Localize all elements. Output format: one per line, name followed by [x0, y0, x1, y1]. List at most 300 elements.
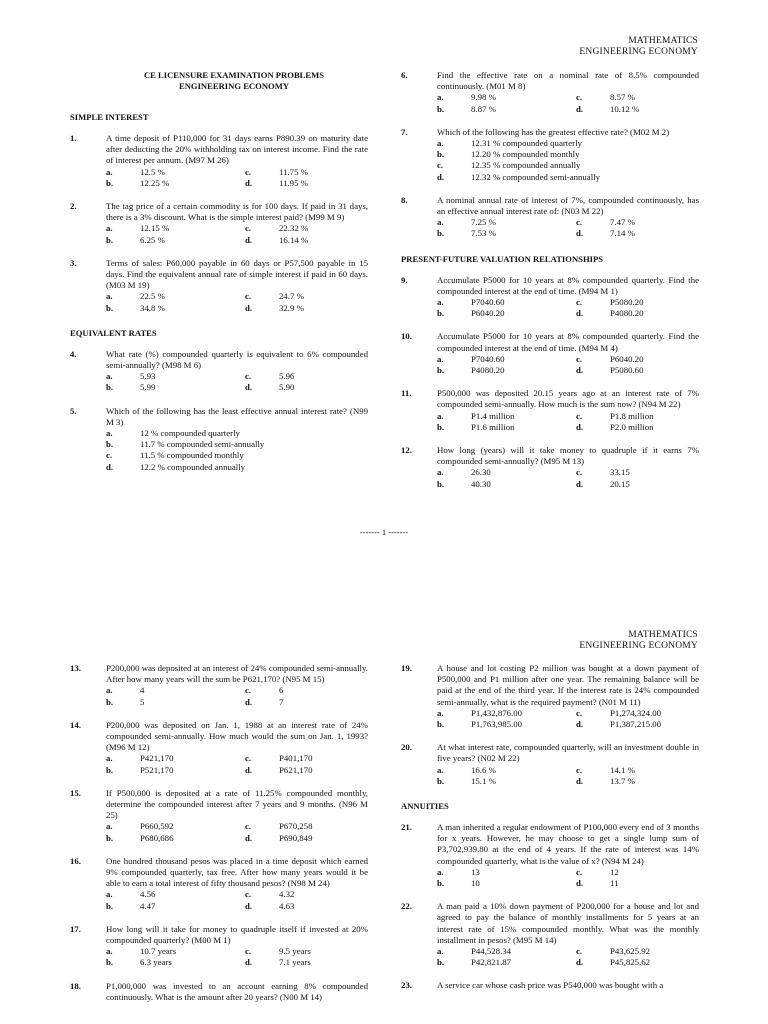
- answer-choices: [437, 708, 699, 730]
- choice-letter: a.: [106, 889, 113, 900]
- choice-value: 9.5 years: [279, 946, 311, 957]
- problem-item: [401, 445, 699, 490]
- answer-choice: [437, 365, 576, 376]
- problem-text: P1,000,000 was invested to an account earning 8% compounded continuously. What is the amount after 20 years? (N00 M 14): [106, 980, 368, 1002]
- section-heading: ANNUITIES: [401, 801, 449, 812]
- answer-choices: [437, 354, 699, 376]
- problem-item: [70, 258, 368, 314]
- right-column: [401, 663, 699, 1004]
- problem-number: 4.: [70, 348, 77, 359]
- problem-item: [70, 788, 368, 844]
- page-header: [579, 630, 698, 652]
- title-line: ENGINEERING ECONOMY: [178, 81, 290, 91]
- answer-choice: [245, 946, 368, 957]
- answer-choice: [245, 371, 368, 382]
- answer-choices: [437, 297, 699, 319]
- choice-letter: b.: [106, 764, 114, 775]
- choice-value: P690,849: [279, 832, 313, 843]
- answer-choice: [437, 708, 576, 719]
- answer-choice: [437, 92, 576, 103]
- answer-choice: [576, 217, 699, 228]
- choice-letter: b.: [437, 308, 445, 319]
- choice-letter: c.: [576, 946, 583, 957]
- answer-choice: [576, 776, 699, 787]
- choice-value: 4.32: [279, 889, 295, 900]
- choice-value: P5080.60: [610, 365, 644, 376]
- answer-choice: [437, 719, 576, 730]
- choice-value: 5: [140, 696, 145, 707]
- choice-letter: c.: [106, 450, 113, 461]
- choice-value: 7.1 years: [279, 957, 311, 968]
- problem-item: [401, 127, 699, 183]
- choice-letter: d.: [245, 900, 253, 911]
- answer-choice: [437, 765, 576, 776]
- choice-letter: d.: [576, 878, 584, 889]
- choice-value: 12.15 %: [140, 223, 170, 234]
- problem-number: 1.: [70, 133, 77, 143]
- choice-value: 12.5 %: [140, 166, 165, 177]
- choice-value: 12.31 % compounded quarterly: [471, 138, 582, 149]
- choice-letter: a.: [106, 946, 113, 957]
- answer-choice: [106, 901, 245, 912]
- header-line: ENGINEERING ECONOMY: [579, 47, 698, 57]
- problem-item: [401, 195, 699, 240]
- choice-value: 6.25 %: [140, 234, 165, 245]
- answer-choice: [245, 291, 368, 302]
- answer-choice: [106, 291, 245, 302]
- choice-letter: c.: [576, 866, 583, 877]
- choice-value: P621,170: [279, 764, 313, 775]
- choice-value: 4: [140, 685, 145, 696]
- header-line: ENGINEERING ECONOMY: [579, 641, 698, 651]
- choice-value: 5.90: [279, 382, 295, 393]
- left-column: [70, 70, 368, 485]
- choice-letter: a.: [437, 866, 444, 877]
- answer-choice: [245, 303, 368, 314]
- answer-choice: [437, 946, 576, 957]
- answer-choices: [106, 371, 368, 393]
- problem-item: [70, 924, 368, 969]
- choice-value: P1,387,215.00: [610, 719, 662, 730]
- choice-value: 16.6 %: [471, 764, 496, 775]
- choice-value: P5080.20: [610, 297, 644, 308]
- answer-choice: [106, 428, 368, 439]
- choice-letter: d.: [245, 234, 253, 245]
- choice-letter: d.: [576, 478, 584, 489]
- answer-choice: [437, 776, 576, 787]
- answer-choices: [437, 138, 699, 183]
- choice-letter: b.: [106, 302, 114, 313]
- answer-choice: [437, 228, 576, 239]
- page-2: [0, 555, 768, 1024]
- answer-choice: [106, 685, 245, 696]
- problem-text: One hundred thousand pesos was placed in a time deposit which earned 9% compounded quarterly, tax free. After how many years would it be able to earn a total interest of fifty thousand pesos? (N98 M 24): [106, 855, 368, 889]
- choice-letter: a.: [106, 223, 113, 234]
- choice-value: 12.20 % compounded monthly: [471, 149, 580, 160]
- answer-choices: [106, 428, 368, 473]
- problem-number: 19.: [401, 663, 412, 673]
- choice-value: 32.9 %: [279, 302, 304, 313]
- choice-value: P680,686: [140, 832, 174, 843]
- choice-value: P401,170: [279, 753, 313, 764]
- choice-letter: b.: [437, 421, 445, 432]
- choice-value: P660,592: [140, 821, 174, 832]
- problem-number: 6.: [401, 70, 408, 80]
- problem-item: [401, 822, 699, 889]
- answer-choice: [245, 957, 368, 968]
- answer-choice: [106, 439, 368, 450]
- choice-letter: b.: [437, 365, 445, 376]
- answer-choice: [576, 479, 699, 490]
- choice-letter: d.: [576, 103, 584, 114]
- choice-value: 22.5 %: [140, 291, 165, 302]
- problem-text: A man paid a 10% down payment of P200,000 for a house and lot and agreed to pay the balance of monthly installments for 5 years at an interest rate of 15% compounded monthly. What was the monthly installment in pesos? (M95 M 14): [437, 901, 699, 945]
- choice-value: P7040.60: [471, 297, 505, 308]
- answer-choice: [106, 382, 245, 393]
- problem-number: 16.: [70, 855, 81, 866]
- choice-letter: a.: [437, 217, 444, 228]
- answer-choice: [576, 946, 699, 957]
- problem-item: [401, 275, 699, 320]
- choice-letter: a.: [437, 946, 444, 957]
- choice-value: 11: [610, 878, 619, 889]
- choice-letter: a.: [437, 92, 444, 103]
- problem-item: [401, 901, 699, 968]
- choice-letter: c.: [576, 217, 583, 228]
- answer-choice: [437, 354, 576, 365]
- choice-value: 13: [471, 866, 480, 877]
- choice-letter: a.: [437, 467, 444, 478]
- choice-letter: b.: [106, 382, 114, 393]
- choice-letter: a.: [437, 297, 444, 308]
- choice-value: P2.0 million: [610, 421, 654, 432]
- document-title: [100, 70, 368, 92]
- choice-value: 5.99: [140, 382, 156, 393]
- problem-number: 9.: [401, 274, 408, 285]
- problem-text: P500,000 was deposited 20.15 years ago at an interest rate of 7% compounded semi-annually. How much is the sum now? (N94 M 22): [437, 388, 699, 410]
- choice-value: 9.98 %: [471, 92, 496, 103]
- answer-choice: [437, 467, 576, 478]
- problem-item: [401, 663, 699, 730]
- choice-letter: a.: [106, 685, 113, 696]
- answer-choice: [437, 957, 576, 968]
- choice-value: P1,274,324.00: [610, 707, 662, 718]
- answer-choice: [106, 765, 245, 776]
- choice-letter: d.: [245, 764, 253, 775]
- problem-number: 23.: [401, 980, 412, 991]
- answer-choice: [245, 753, 368, 764]
- choice-value: 12.32 % compounded semi-annually: [471, 171, 600, 182]
- answer-choice: [106, 821, 245, 832]
- choice-letter: d.: [245, 832, 253, 843]
- problem-text: How long will it take for money to quadruple itself if invested at 20% compounded quarterly? (M00 M 1): [106, 923, 368, 946]
- choice-value: 6: [279, 685, 284, 696]
- answer-choice: [576, 422, 699, 433]
- choice-letter: b.: [437, 878, 445, 889]
- problem-number: 10.: [401, 331, 412, 342]
- answer-choice: [437, 172, 699, 183]
- choice-value: 16.14 %: [279, 234, 309, 245]
- choice-letter: a.: [106, 821, 113, 832]
- problem-number: 11.: [401, 388, 412, 399]
- choice-letter: c.: [576, 353, 583, 364]
- choice-letter: c.: [245, 753, 252, 764]
- problem-number: 18.: [70, 980, 81, 991]
- choice-letter: b.: [437, 228, 445, 239]
- choice-value: 7.53 %: [471, 228, 496, 239]
- choice-letter: b.: [437, 957, 445, 968]
- problem-item: [70, 133, 368, 189]
- choice-letter: a.: [106, 371, 113, 382]
- choice-value: 40.30: [471, 478, 491, 489]
- choice-value: 13.7 %: [610, 775, 635, 786]
- choice-letter: c.: [437, 160, 444, 171]
- choice-value: P670,258: [279, 821, 313, 832]
- page-header: [579, 36, 698, 58]
- answer-choice: [245, 821, 368, 832]
- answer-choice: [106, 697, 245, 708]
- answer-choices: [106, 889, 368, 911]
- answer-choice: [437, 308, 576, 319]
- choice-letter: b.: [106, 177, 114, 188]
- choice-letter: a.: [437, 353, 444, 364]
- answer-choices: [437, 765, 699, 787]
- problem-item: [70, 406, 368, 473]
- choice-letter: d.: [576, 719, 584, 730]
- choice-value: 26.30: [471, 467, 491, 478]
- choice-value: P421,170: [140, 753, 174, 764]
- choice-letter: b.: [106, 696, 114, 707]
- choice-letter: c.: [245, 685, 252, 696]
- choice-letter: a.: [106, 166, 113, 177]
- answer-choice: [106, 178, 245, 189]
- choice-value: P1,763,985.00: [471, 719, 523, 730]
- problem-number: 2.: [70, 201, 77, 212]
- choice-value: P1.6 million: [471, 421, 515, 432]
- answer-choice: [576, 719, 699, 730]
- choice-value: P45,825.62: [610, 957, 651, 968]
- choice-letter: b.: [437, 149, 445, 160]
- choice-letter: c.: [245, 889, 252, 900]
- choice-value: 20.15: [610, 478, 630, 489]
- choice-value: 12.2 % compounded annually: [140, 461, 246, 472]
- choice-value: P44,528.34: [471, 946, 512, 957]
- answer-choice: [106, 223, 245, 234]
- answer-choice: [245, 223, 368, 234]
- choice-letter: a.: [106, 291, 113, 302]
- choice-value: 7.14 %: [610, 228, 635, 239]
- problem-text: A time deposit of P110,000 for 31 days earns P890.39 on maturity date after deducting the 20% withholding tax on interest income. Find the rate of interest per annum. (M97 M 26): [106, 133, 368, 166]
- choice-value: P42,821.87: [471, 957, 512, 968]
- choice-value: 11.75 %: [279, 166, 308, 177]
- choice-value: P6040.20: [610, 353, 644, 364]
- problem-item: [70, 981, 368, 1003]
- choice-value: P43,625.92: [610, 946, 651, 957]
- right-column: [401, 70, 699, 502]
- problem-text: P200,000 was deposited on Jan. 1, 1988 at an interest rate of 24% compounded semi-annually. How much would the sum on Jan. 1, 1993? (M96 M 12): [106, 719, 368, 753]
- section-heading: EQUIVALENT RATES: [70, 327, 157, 338]
- choice-value: 24.7 %: [279, 291, 304, 302]
- problem-number: 7.: [401, 126, 408, 137]
- problem-number: 14.: [70, 719, 81, 730]
- answer-choice: [245, 765, 368, 776]
- choice-value: 12.25 %: [140, 177, 170, 188]
- answer-choice: [106, 450, 368, 461]
- choice-value: 12 % compounded quarterly: [140, 428, 240, 439]
- problem-text: Find the effective rate on a nominal rate of 8.5% compounded continuously. (M01 M 8): [437, 70, 699, 92]
- problem-number: 12.: [401, 445, 412, 456]
- answer-choices: [106, 753, 368, 775]
- choice-value: 10: [471, 878, 480, 889]
- problem-text: A house and lot costing P2 million was bought at a down payment of P500,000 and P1 million after one year. The remaining balance will be paid at the end of the third year. If the interest rate is 24% compounded semi-annually, what is the required payment? (N01 M 11): [437, 663, 699, 707]
- choice-letter: d.: [245, 177, 253, 188]
- problem-text: A service car whose cash price was P540,000 was bought with a: [437, 980, 664, 991]
- problem-item: [70, 856, 368, 912]
- title-line: CE LICENSURE EXAMINATION PROBLEMS: [143, 70, 325, 80]
- choice-letter: c.: [576, 764, 583, 775]
- choice-value: 11.95 %: [279, 177, 308, 188]
- problem-item: [70, 663, 368, 708]
- answer-choice: [576, 467, 699, 478]
- choice-value: 10.7 years: [140, 946, 177, 957]
- answer-choice: [245, 889, 368, 900]
- problem-text: At what interest rate, compounded quarterly, will an investment double in five years? (N02 M 22): [437, 742, 699, 764]
- problem-text: The tag price of a certain commodity is for 100 days. If paid in 31 days, there is a 3% discount. What is the simple interest paid? (M99 M 9): [106, 201, 368, 223]
- choice-value: 7: [279, 696, 284, 707]
- choice-letter: a.: [437, 707, 444, 718]
- answer-choices: [437, 92, 699, 114]
- choice-letter: b.: [437, 478, 445, 489]
- choice-letter: d.: [245, 957, 253, 968]
- choice-value: 4.56: [140, 889, 156, 900]
- problem-number: 20.: [401, 742, 412, 753]
- answer-choices: [106, 167, 368, 189]
- choice-value: 5.96: [279, 371, 295, 382]
- choice-value: 11.7 % compounded semi-annually: [140, 439, 265, 450]
- answer-choices: [106, 685, 368, 707]
- answer-choices: [106, 291, 368, 313]
- choice-letter: d.: [576, 228, 584, 239]
- answer-choice: [576, 354, 699, 365]
- problem-item: [70, 349, 368, 394]
- choice-letter: b.: [106, 234, 114, 245]
- choice-letter: c.: [576, 707, 583, 718]
- answer-choice: [437, 160, 699, 171]
- choice-letter: d.: [106, 461, 114, 472]
- answer-choice: [106, 235, 245, 246]
- problem-text: Accumulate P5000 for 10 years at 8% compounded quarterly. Find the compounded interest at the end of time. (M94 M 4): [437, 331, 699, 353]
- choice-value: P1.4 million: [471, 410, 515, 421]
- problem-text: Accumulate P5000 for 10 years at 8% compounded quarterly. Find the compounded interest at the end of time. (M94 M 1): [437, 274, 699, 296]
- choice-value: 22.32 %: [279, 223, 309, 234]
- answer-choice: [245, 235, 368, 246]
- answer-choice: [437, 104, 576, 115]
- problem-number: 17.: [70, 923, 81, 934]
- answer-choice: [245, 685, 368, 696]
- problem-number: 13.: [70, 663, 81, 673]
- answer-choices: [437, 467, 699, 489]
- answer-choice: [576, 708, 699, 719]
- choice-value: 4.63: [279, 900, 295, 911]
- choice-letter: d.: [576, 365, 584, 376]
- choice-letter: b.: [106, 900, 114, 911]
- answer-choice: [245, 697, 368, 708]
- answer-choice: [245, 833, 368, 844]
- choice-value: 14.1 %: [610, 764, 635, 775]
- choice-letter: b.: [437, 719, 445, 730]
- choice-letter: b.: [106, 439, 114, 450]
- answer-choice: [437, 138, 699, 149]
- answer-choice: [106, 833, 245, 844]
- choice-letter: d.: [576, 421, 584, 432]
- choice-value: 34.8 %: [140, 302, 165, 313]
- problem-number: 3.: [70, 257, 77, 268]
- choice-value: 10.12 %: [610, 103, 640, 114]
- choice-value: 5.93: [140, 371, 156, 382]
- answer-choice: [437, 149, 699, 160]
- choice-value: 4.47: [140, 900, 156, 911]
- choice-value: 7.25 %: [471, 217, 496, 228]
- answer-choice: [437, 217, 576, 228]
- answer-choices: [106, 821, 368, 843]
- choice-letter: d.: [245, 302, 253, 313]
- answer-choices: [106, 946, 368, 968]
- answer-choice: [106, 462, 368, 473]
- choice-letter: c.: [245, 946, 252, 957]
- problem-item: [401, 980, 699, 991]
- choice-letter: d.: [245, 696, 253, 707]
- choice-letter: a.: [106, 753, 113, 764]
- section-heading: SIMPLE INTEREST: [70, 112, 149, 122]
- answer-choices: [437, 867, 699, 889]
- choice-value: P1,432,876.00: [471, 707, 523, 718]
- problem-item: [401, 742, 699, 787]
- choice-value: P4080.20: [471, 365, 505, 376]
- choice-value: P521,170: [140, 764, 174, 775]
- header-line: MATHEMATICS: [628, 36, 698, 46]
- answer-choice: [437, 422, 576, 433]
- problem-text: If P500,000 is deposited at a rate of 11.25% compounded monthly, determine the compounded interest after 7 years and 9 months. (N96 M 25): [106, 787, 368, 821]
- answer-choices: [437, 946, 699, 968]
- choice-value: 11.5 % compounded monthly: [140, 450, 244, 461]
- choice-value: 6.3 years: [140, 957, 172, 968]
- choice-letter: c.: [245, 223, 252, 234]
- problem-text: A man inherited a regular endowment of P100,000 every end of 3 months for x years. However, he may choose to get a single lump sum of P3,702,939.80 at the end of 4 years. If the rate of interest was 14% compounded quarterly, what is the value of x? (N94 M 24): [437, 822, 699, 866]
- answer-choice: [106, 946, 245, 957]
- choice-letter: c.: [245, 371, 252, 382]
- answer-choice: [576, 365, 699, 376]
- answer-choice: [106, 371, 245, 382]
- problem-number: 8.: [401, 194, 408, 205]
- choice-value: 12.35 % compounded annually: [471, 160, 581, 171]
- answer-choice: [106, 889, 245, 900]
- answer-choice: [437, 297, 576, 308]
- choice-letter: a.: [437, 764, 444, 775]
- answer-choice: [576, 411, 699, 422]
- page-number: ------- 1 -------: [359, 527, 409, 537]
- choice-letter: a.: [106, 428, 113, 439]
- choice-letter: b.: [437, 775, 445, 786]
- answer-choice: [437, 878, 576, 889]
- choice-letter: c.: [576, 467, 583, 478]
- left-column: [70, 663, 368, 1015]
- problem-number: 22.: [401, 901, 412, 912]
- choice-letter: b.: [106, 957, 114, 968]
- answer-choice: [576, 957, 699, 968]
- choice-letter: c.: [245, 821, 252, 832]
- problem-item: [401, 70, 699, 115]
- choice-letter: d.: [576, 308, 584, 319]
